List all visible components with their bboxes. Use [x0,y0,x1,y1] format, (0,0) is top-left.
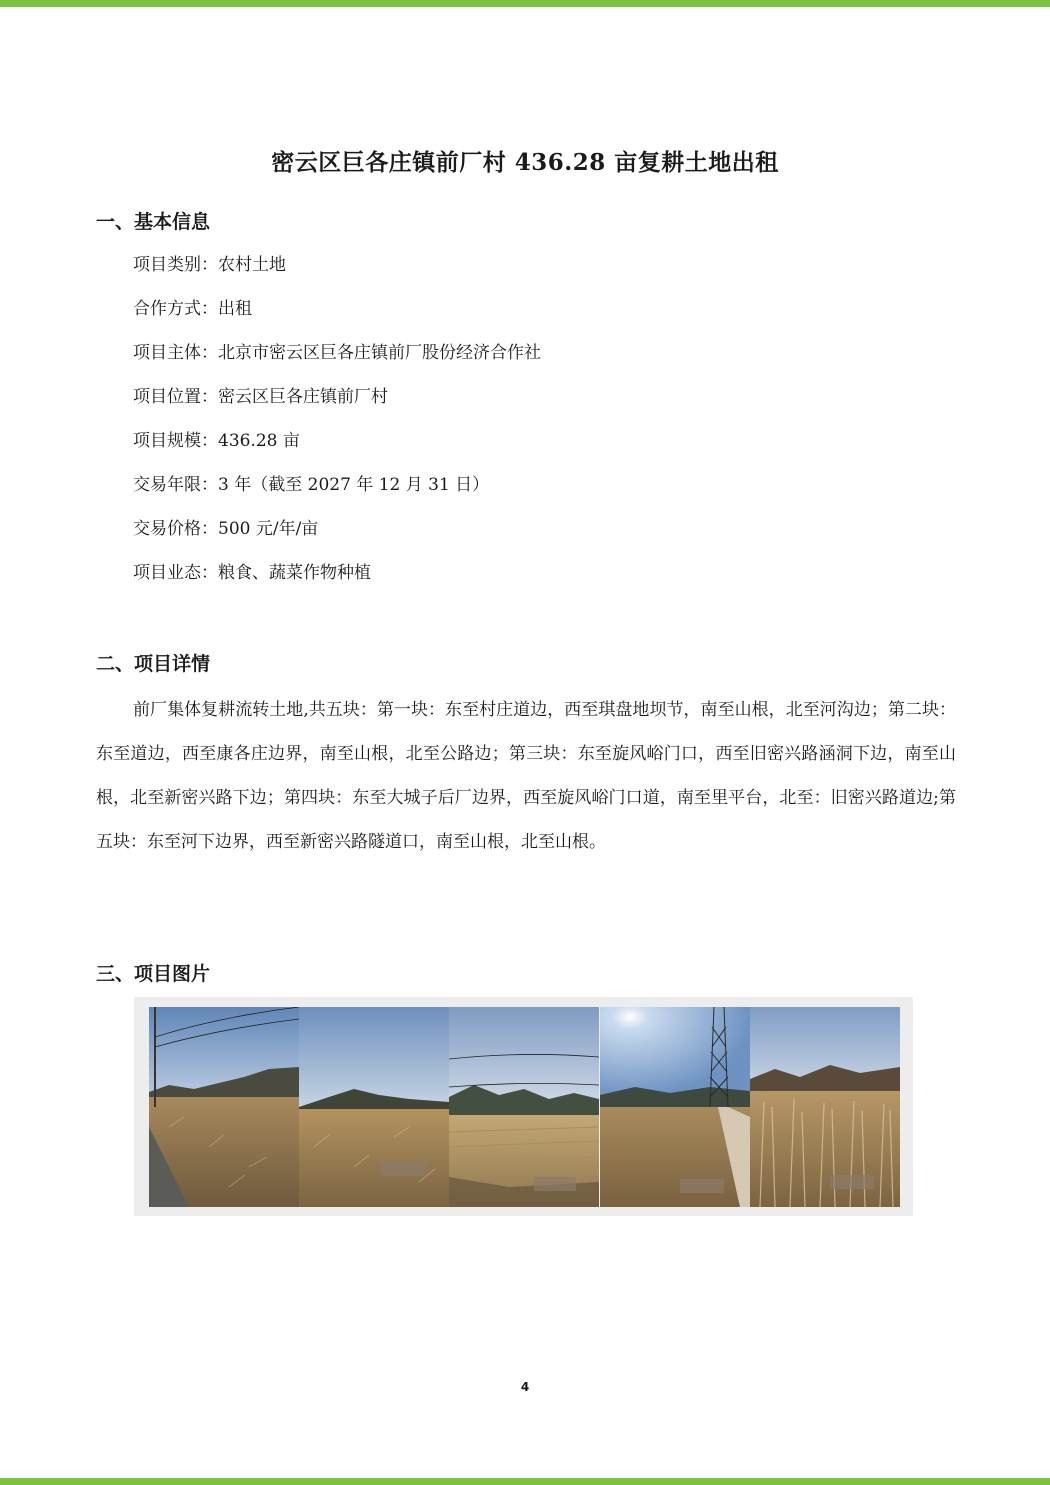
section-heading-project-detail: 二、项目详情 [96,653,211,675]
info-label: 项目主体： [133,343,218,363]
info-row-cooperation [133,297,252,321]
info-label: 项目类别： [133,255,218,275]
info-value: 500 元/年/亩 [218,519,319,539]
info-label: 项目位置： [133,387,218,407]
info-value: 3 年（截至 2027 年 12 月 31 日） [218,475,490,495]
info-value: 粮食、蔬菜作物种植 [218,563,371,583]
page-title: 密云区巨各庄镇前厂村 436.28 亩复耕土地出租 [271,149,779,176]
photo-strip [134,997,913,1216]
photo-row [149,1007,900,1207]
photo-field-and-mountains [299,1007,449,1207]
info-row-subject [133,341,541,365]
info-label: 交易年限： [133,475,218,495]
info-label: 项目规模： [133,431,218,451]
photo-terraced-field-with-wires [449,1007,599,1207]
section-heading-basic-info: 一、基本信息 [96,211,211,233]
info-value: 密云区巨各庄镇前厂村 [218,387,388,407]
info-row-term [133,473,489,497]
info-row-price [133,517,318,541]
photo-field-path-with-pylon [600,1007,750,1207]
page-number: 4 [520,1380,530,1394]
info-row-business-type [133,561,371,585]
info-row-scale [133,429,300,453]
section-heading-project-pictures: 三、项目图片 [96,963,211,985]
info-value: 北京市密云区巨各庄镇前厂股份经济合作社 [218,343,541,363]
project-detail-paragraph: 前厂集体复耕流转土地,共五块：第一块：东至村庄道边，西至琪盘地坝节，南至山根，北至河沟边；第二块：东至道边，西至康各庄边界，南至山根，北至公路边；第三块：东至旋风峪门口，西至旧密兴路涵洞下边，南至山根，北至新密兴路下边；第四块：东至大城子后厂边界，西至旋风峪门口道，南至里平台，北至：旧密兴路道边;第五块：东至河下边界，西至新密兴路隧道口，南至山根，北至山根。 [96,700,956,852]
info-label: 交易价格： [133,519,218,539]
top-accent-bar [0,0,1050,7]
photo-dry-corn-stalks [750,1007,900,1207]
bottom-accent-bar [0,1478,1050,1485]
info-value: 出租 [218,299,252,319]
info-row-category [133,253,286,277]
info-label: 合作方式： [133,299,218,319]
info-value: 436.28 亩 [218,431,300,451]
photo-field-with-power-line [149,1007,299,1207]
info-row-location [133,385,388,409]
info-label: 项目业态： [133,563,218,583]
info-value: 农村土地 [218,255,286,275]
